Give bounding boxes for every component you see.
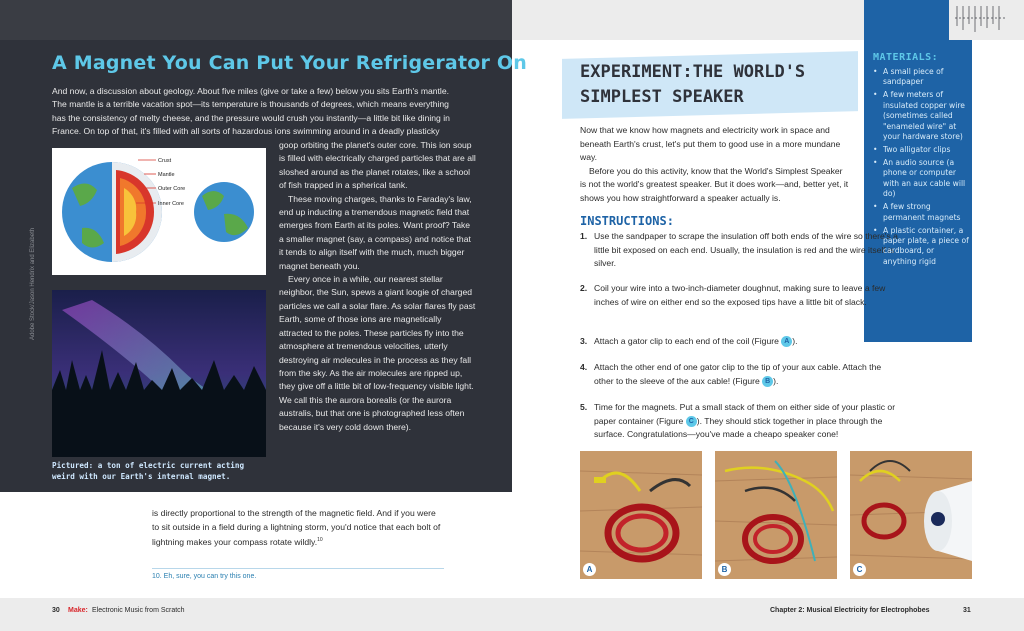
- label-outer-core: Outer Core: [158, 186, 186, 192]
- right-page-number: 31: [963, 607, 971, 614]
- figure-badge: A: [781, 336, 792, 347]
- body-column: [279, 139, 477, 434]
- left-footer: [0, 598, 512, 631]
- instruction-step: [580, 282, 900, 309]
- aurora-photo: [52, 290, 266, 457]
- right-footer: [512, 598, 1024, 631]
- figure-b-photo: [715, 451, 837, 579]
- material-item: • An audio source (a phone or computer with an aux cable will do): [873, 158, 969, 200]
- step-text-after: ).: [773, 375, 779, 386]
- step-text: [594, 401, 900, 442]
- footnote-ref: 10: [317, 537, 323, 544]
- earth-layers-diagram: [52, 148, 266, 275]
- step-text: [594, 335, 900, 349]
- figure-badge: C: [686, 416, 697, 427]
- experiment-title-line1: EXPERIMENT:THE WORLD'S: [580, 62, 806, 82]
- label-crust: Crust: [158, 158, 172, 164]
- instruction-step: [580, 230, 900, 271]
- left-page-number: 30: [52, 607, 60, 614]
- intro-paragraph: And now, a discussion about geology. About five miles (give or take a few) below you sits Earth's mantle. The mantle is a terrible vacation spot—its temperature is thousands of degrees, which means everything has the consistency of melty cheese, and the pressure would crush you instantly—a little bit like dining in France. On top of that, it's filled with all sorts of hazardous ions swimming around in a deadly plasticky: [52, 86, 450, 137]
- left-header-band: [0, 0, 512, 40]
- chapter-title: Chapter 2: Musical Electricity for Electrophobes: [770, 607, 930, 614]
- decorative-lines: [955, 4, 1005, 34]
- aurora-caption: Pictured: a ton of electric current acting weird with our Earth's internal magnet.: [52, 461, 245, 481]
- materials-title: MATERIALS:: [873, 52, 939, 63]
- instruction-step: [580, 401, 900, 442]
- materials-list: [873, 67, 969, 270]
- experiment-title: [580, 60, 850, 110]
- column-paragraph: goop orbiting the planet's outer core. This ion soup is filled with electrically charged particles that are all sloshed around as the planet rotates, like a school of fish trapped in a spherical tank.: [279, 140, 476, 191]
- figure-c-photo: [850, 451, 972, 579]
- continuation-text: is directly proportional to the strength of the magnetic field. And if you were to sit outside in a field during a lightning storm, you'd notice that each bolt of lightning makes your compass rotate wildly.: [152, 508, 441, 548]
- material-item: • A plastic container, a paper plate, a piece of cardboard, or anything rigid: [873, 226, 969, 268]
- step-text-after: ).: [792, 336, 798, 346]
- instructions-heading: INSTRUCTIONS:: [580, 214, 674, 228]
- photo-credit: Adobe Stock/Jason Hendrix and Elizabeth: [30, 227, 36, 340]
- step-number: 4.: [580, 362, 588, 372]
- step-text: Use the sandpaper to scrape the insulation off both ends of the wire so there's a little bit exposed on each end. Usually, the insulation is red and the wire itself is silver.: [594, 231, 898, 269]
- step-number: 1.: [580, 231, 588, 241]
- material-item: • Two alligator clips: [873, 145, 969, 155]
- book-title: Electronic Music from Scratch: [92, 607, 185, 614]
- label-mantle: Mantle: [158, 172, 175, 178]
- step-number: 2.: [580, 283, 588, 293]
- label-inner-core: Inner Core: [158, 201, 184, 207]
- step-text-before: Attach the other end of one gator clip to the tip of your aux cable. Attach the other to the sleeve of the aux cable! (Figure: [594, 362, 882, 386]
- step-number: 5.: [580, 402, 588, 412]
- footnote: 10. Eh, sure, you can try this one.: [152, 573, 257, 580]
- make-brand: Make:: [68, 607, 88, 614]
- experiment-title-line2: SIMPLEST SPEAKER: [580, 87, 744, 107]
- figure-badge: B: [762, 376, 773, 387]
- material-item: • A small piece of sandpaper: [873, 67, 969, 88]
- step-text-before: Attach a gator clip to each end of the coil (Figure: [594, 336, 782, 346]
- column-paragraph: Every once in a while, our nearest stellar neighbor, the Sun, spews a giant loogie of charged particles we call a solar flare. As solar flares fly past Earth, some of those ions are magnetically attracted to the poles. These particles fly into the atmosphere at tremendous velocities, utterly destroying air molecules in the process as they fall from the sky. As the air molecules are ripped up, they give off a little bit of low-frequency visible light. We call this the aurora borealis (or the aurora australis, but that one is photographed less often because it's very cold down there).: [279, 274, 476, 432]
- step-text: [594, 361, 900, 388]
- material-item: • A few strong permanent magnets: [873, 202, 969, 223]
- footnote-divider: [152, 568, 444, 569]
- step-text-before: Time for the magnets. Put a small stack of them on either side of your plastic or paper container (Figure: [594, 402, 896, 426]
- step-number: 3.: [580, 336, 588, 346]
- instruction-step: [580, 335, 900, 349]
- column-paragraph: These moving charges, thanks to Faraday's law, end up inducting a tremendous magnetic field that emerges from Earth at its poles. Want proof? Take a smaller magnet (say, a compass) and notice that it tends to align itself with the much, much bigger magnet beneath you.: [279, 193, 472, 271]
- instruction-step: [580, 361, 900, 388]
- continuation-paragraph: [152, 507, 442, 550]
- figure-label-c: C: [853, 563, 866, 576]
- figure-label-a: A: [583, 563, 596, 576]
- intro-paragraph-2: Before you do this activity, know that the World's Simplest Speaker is not the world's greatest speaker. But it does work—and, better yet, it shows you how straightforward a speaker actually is.: [580, 165, 849, 203]
- experiment-intro: [580, 124, 850, 206]
- step-text: Coil your wire into a two-inch-diameter doughnut, making sure to leave a few inches of wire on either end so the exposed tips have a little bit of slack.: [594, 283, 886, 307]
- figure-label-b: B: [718, 563, 731, 576]
- intro-paragraph-1: Now that we know how magnets and electricity work in space and beneath Earth's crust, let's put them to good use in a more mundane way.: [580, 125, 841, 163]
- section-title: A Magnet You Can Put Your Refrigerator On: [52, 52, 527, 74]
- figure-a-photo: [580, 451, 702, 579]
- step-text-after: ). They should stick together in place through the surface. Congratulations—you've made a cheapo speaker cone!: [594, 415, 883, 440]
- material-item: • A few meters of insulated copper wire (sometimes called "enameled wire" at your hardware store): [873, 90, 969, 142]
